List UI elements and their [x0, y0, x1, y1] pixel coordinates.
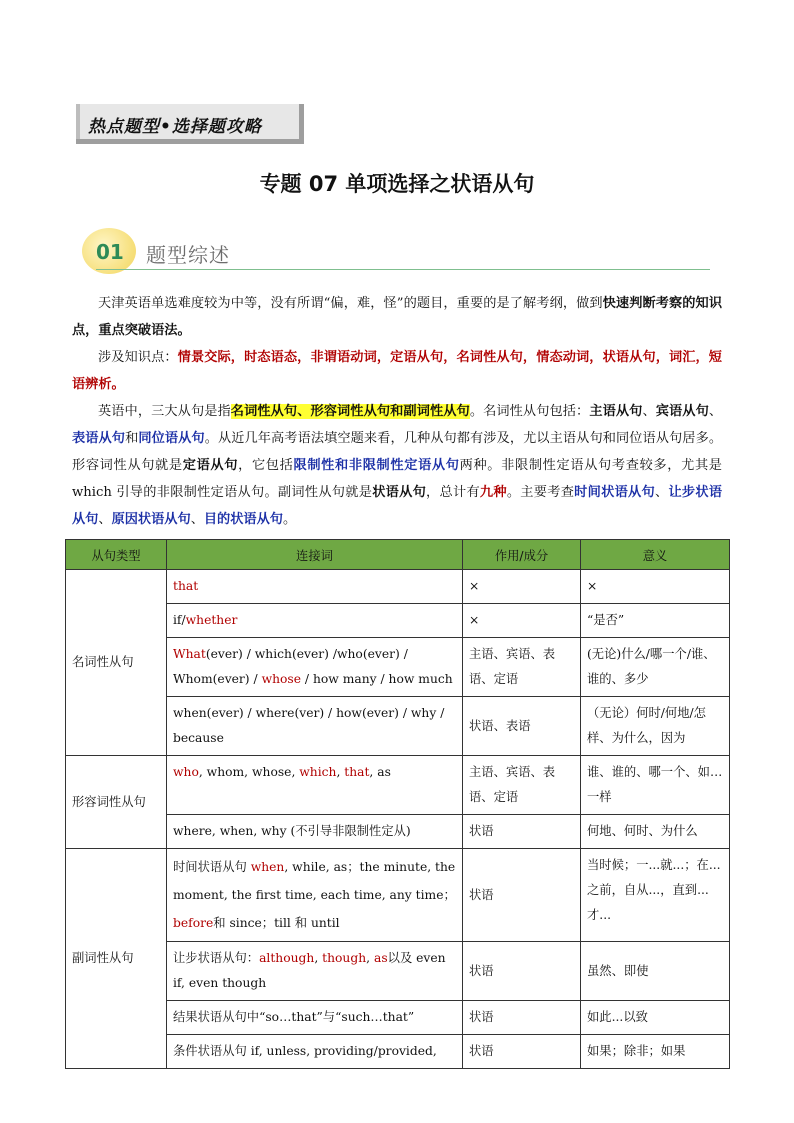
- cell-function: 主语、宾语、表语、定语: [463, 756, 581, 815]
- connective: 让步状语从句：: [173, 951, 260, 965]
- connective-red: before: [173, 916, 214, 930]
- text: 两种。非限制性定语从句考查较多，尤其是 which 引导的非限制性定语从句。副词性从句就是: [72, 458, 722, 500]
- cell-connective: 结果状语从句中“so…that”与“such…that”: [167, 1001, 463, 1035]
- text-red: 情景交际，时态语态，非谓语动词，定语从句，名词性从句，情态动词，状语从句，词汇，短语辨析。: [72, 350, 722, 392]
- text: 、: [98, 512, 112, 527]
- connective: 时间状语从句: [173, 860, 251, 874]
- text-blue: 目的状语从句: [203, 512, 283, 527]
- page-title: 专题 07 单项选择之状语从句: [259, 172, 535, 196]
- table-header-row: [66, 540, 730, 570]
- connective: , as: [369, 765, 391, 779]
- connective-red: who: [173, 765, 199, 779]
- text-bold: 状语从句: [372, 485, 427, 500]
- connective-red: What: [173, 647, 206, 661]
- text-blue: 时间状语从句: [574, 485, 655, 500]
- header-function: 作用/成分: [463, 540, 581, 570]
- connective: ,: [314, 951, 323, 965]
- text: 英语中，三大从句是指: [98, 404, 231, 419]
- connective-red: as: [373, 951, 388, 965]
- connective: 和 since；till 和 until: [213, 916, 340, 930]
- cell-meaning: 如果；除非；如果: [581, 1035, 730, 1069]
- text: ，它包括: [238, 458, 294, 473]
- cell-function: 状语: [463, 849, 581, 942]
- text: 。名词性从句包括：: [469, 404, 590, 419]
- text: 。主要考查: [506, 485, 575, 500]
- cell-function: 主语、宾语、表语、定语: [463, 638, 581, 697]
- connective: if/: [173, 613, 186, 627]
- connective-red: that: [173, 579, 199, 593]
- cell-function: 状语: [463, 815, 581, 849]
- connective: ,: [366, 951, 374, 965]
- text: 、: [190, 512, 204, 527]
- cell-function: 状语: [463, 942, 581, 1001]
- section-title: 题型综述: [146, 243, 230, 267]
- connective-red: whether: [185, 613, 238, 627]
- text-blue: 让步状语从句: [72, 485, 723, 527]
- header-meaning: 意义: [581, 540, 730, 570]
- text-blue: 表语从句: [72, 431, 126, 446]
- section-number: 01: [96, 240, 124, 264]
- cell-function: ×: [463, 604, 581, 638]
- text: 。从近几年高考语法填空题来看，几种从句都有涉及，尤以主语从句和同位语从句居多。形容词性从句就是: [72, 431, 723, 473]
- text-bold: 宾语从句: [655, 404, 709, 419]
- header-clause-type: 从句类型: [66, 540, 167, 570]
- highlighted-text: 名词性从句、形容词性从句和副词性从句: [230, 404, 470, 419]
- topic-banner: [76, 104, 304, 144]
- connective: , while, as；the minute, the moment, the first time, each time, any time；: [173, 860, 456, 902]
- cell-connective: when(ever) / where(ver) / how(ever) / why / because: [167, 697, 463, 756]
- cell-meaning: (无论)什么/哪一个/谁、谁的、多少: [581, 638, 730, 697]
- cell-connective: [167, 849, 463, 942]
- connective-red: that: [344, 765, 370, 779]
- cell-connective: [167, 638, 463, 697]
- text-bold: 快速判断考察的知识点，重点突破语法。: [72, 296, 723, 338]
- header-connectives: 连接词: [167, 540, 463, 570]
- text-bold: 定语从句: [182, 458, 239, 473]
- cell-connective: [167, 604, 463, 638]
- text: 。: [283, 512, 297, 527]
- connective: (ever) / which(ever) /who(ever) / Whom(ever) /: [173, 647, 408, 686]
- table-row: [66, 756, 730, 815]
- cell-function: 状语: [463, 1035, 581, 1069]
- text: 、: [654, 485, 669, 500]
- cell-meaning: 谁、谁的、哪一个、如…一样: [581, 756, 730, 815]
- connective: ,: [336, 765, 345, 779]
- cell-function: ×: [463, 570, 581, 604]
- paragraph-clauses: [72, 398, 722, 533]
- cell-connective: where, when, why (不引导非限制性定从): [167, 815, 463, 849]
- section-divider: [96, 269, 710, 270]
- group-noun-clause: 名词性从句: [66, 570, 167, 756]
- text: ，总计有: [426, 485, 480, 500]
- paragraph-overview: [72, 290, 722, 344]
- cell-meaning: 何地、何时、为什么: [581, 815, 730, 849]
- clause-table: [65, 539, 730, 1069]
- cell-meaning: “是否”: [581, 604, 730, 638]
- cell-meaning: ×: [581, 570, 730, 604]
- connective: , whom, whose,: [198, 765, 300, 779]
- table-row: [66, 570, 730, 604]
- cell-connective: [167, 570, 463, 604]
- text-blue: 限制性和非限制性定语从句: [293, 458, 460, 473]
- cell-connective: [167, 756, 463, 815]
- text-bold: 主语从句: [589, 404, 643, 419]
- cell-meaning: 虽然、即使: [581, 942, 730, 1001]
- text: 天津英语单选难度较为中等，没有所谓“偏，难，怪”的题目，重要的是了解考纲，做到: [98, 296, 603, 311]
- text-blue: 同位语从句: [138, 431, 205, 446]
- paragraph-knowledge-points: [72, 344, 722, 398]
- table-row: [66, 849, 730, 942]
- connective-red: though: [322, 951, 367, 965]
- cell-connective: [167, 942, 463, 1001]
- cell-meaning: 如此...以致: [581, 1001, 730, 1035]
- text-red: 九种: [479, 485, 507, 500]
- connective: 以及 even if, even though: [173, 951, 446, 990]
- cell-meaning: 当时候；一...就...；在...之前，自从...，直到...才...: [581, 849, 730, 942]
- banner-text: 热点题型•选择题攻略: [88, 117, 262, 137]
- text: 、: [642, 404, 656, 419]
- group-adjective-clause: 形容词性从句: [66, 756, 167, 849]
- text: 涉及知识点：: [98, 350, 178, 365]
- connective: / how many / how much: [301, 672, 453, 686]
- cell-function: 状语、表语: [463, 697, 581, 756]
- cell-function: 状语: [463, 1001, 581, 1035]
- connective-red: which: [299, 765, 337, 779]
- text: 、: [708, 404, 723, 419]
- text-blue: 原因状语从句: [111, 512, 191, 527]
- connective-red: whose: [261, 672, 301, 686]
- connective-red: when: [250, 860, 285, 874]
- connective-red: although: [259, 951, 315, 965]
- text: 和: [125, 431, 139, 446]
- group-adverbial-clause: 副词性从句: [66, 849, 167, 1069]
- cell-connective: 条件状语从句 if, unless, providing/provided,: [167, 1035, 463, 1069]
- cell-meaning: （无论）何时/何地/怎样、为什么，因为: [581, 697, 730, 756]
